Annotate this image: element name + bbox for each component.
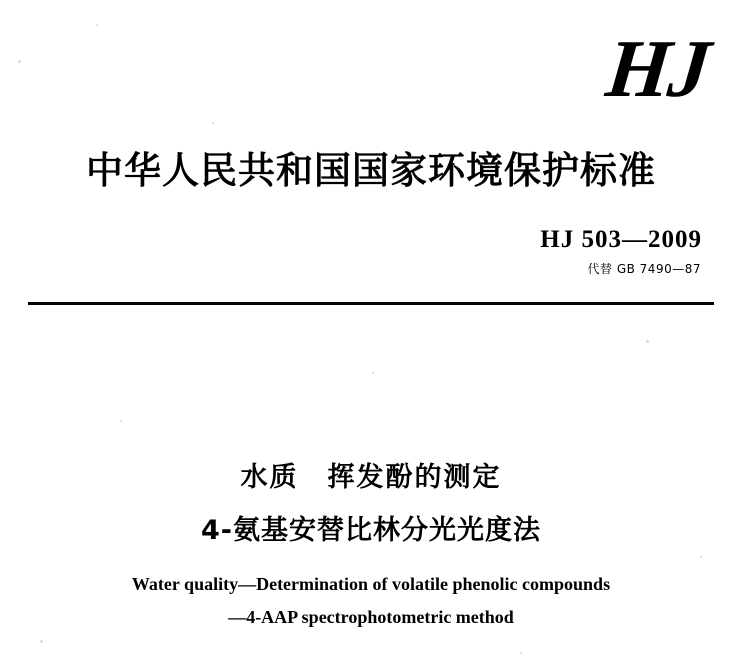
standard-number: HJ 503—2009 — [540, 226, 702, 253]
scan-speckle — [700, 556, 702, 558]
subject-title-en-line2: —4-AAP spectrophotometric method — [228, 607, 514, 627]
scan-speckle — [120, 420, 122, 422]
scan-speckle — [520, 652, 522, 654]
scan-speckle — [372, 372, 374, 374]
scan-speckle — [212, 122, 214, 124]
subject-title-cn-line1: 水质 挥发酚的测定 — [240, 462, 502, 493]
horizontal-divider — [28, 302, 714, 305]
standard-replaces-note: 代替 GB 7490—87 — [587, 262, 701, 276]
scan-speckle — [18, 60, 21, 63]
scan-speckle — [646, 340, 649, 343]
scan-speckle — [40, 640, 43, 643]
subject-title-en-line1: Water quality—Determination of volatile phenolic compounds — [131, 574, 611, 594]
scan-speckle — [96, 24, 98, 26]
subject-title-cn-line2: 4-氨基安替比林分光光度法 — [201, 515, 541, 546]
hj-standard-mark: HJ — [602, 23, 713, 114]
standard-authority-title: 中华人民共和国国家环境保护标准 — [86, 149, 656, 192]
